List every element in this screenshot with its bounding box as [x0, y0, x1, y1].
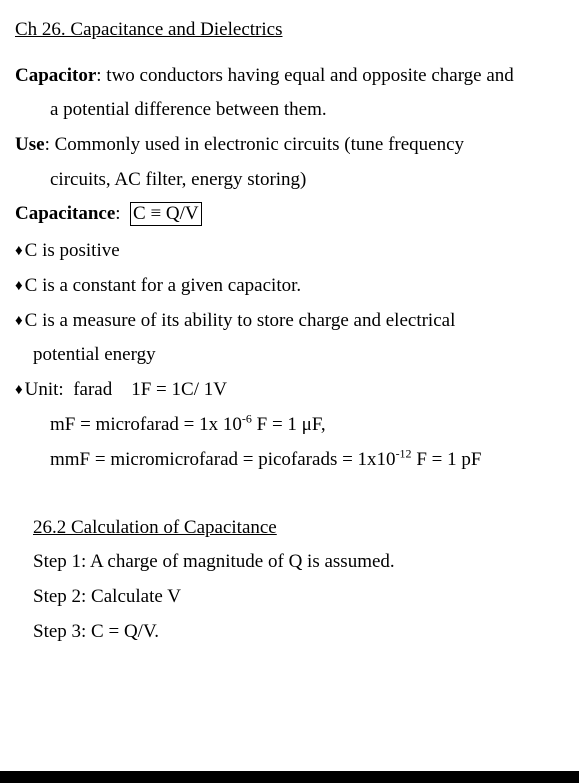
bullet-text: C is a constant for a given capacitor.	[24, 275, 302, 296]
microfarad-prefix: mF = microfarad = 1x 10	[50, 414, 242, 435]
section-heading: 26.2 Calculation of Capacitance	[33, 517, 277, 538]
bullet-text: C is positive	[24, 240, 120, 261]
step-3: Step 3: C = Q/V.	[33, 621, 159, 642]
microfarad-suffix: F = 1 μF,	[251, 414, 326, 435]
capacitance-line	[15, 202, 202, 226]
capacitance-colon: :	[115, 203, 121, 224]
capacitor-definition-text: : two conductors having equal and opposite charge and	[96, 65, 514, 86]
use-text: : Commonly used in electronic circuits (tune frequency	[44, 134, 465, 155]
microfarad-exponent: -6	[241, 411, 252, 426]
capacitance-term: Capacitance	[15, 203, 116, 224]
step-2: Step 2: Calculate V	[33, 586, 181, 607]
picofarad-suffix: F = 1 pF	[411, 449, 482, 470]
capacitor-definition-line1	[15, 64, 514, 88]
diamond-icon: ♦	[15, 243, 23, 259]
use-term: Use	[15, 134, 45, 155]
diamond-icon: ♦	[15, 382, 23, 398]
use-line2: circuits, AC filter, energy storing)	[50, 169, 307, 190]
bullet-item	[15, 309, 455, 334]
bullet-text: C is a measure of its ability to store charge and electrical	[24, 310, 456, 331]
bullet-item	[15, 274, 301, 299]
bullet-continuation: potential energy	[33, 344, 156, 365]
capacitance-formula-box: C ≡ Q/V	[130, 202, 202, 226]
bullet-text: Unit: farad 1F = 1C/ 1V	[24, 379, 227, 400]
diamond-icon: ♦	[15, 278, 23, 294]
step-1: Step 1: A charge of magnitude of Q is assumed.	[33, 551, 395, 572]
use-line1	[15, 133, 464, 157]
bottom-border-bar	[0, 771, 579, 783]
page-title: Ch 26. Capacitance and Dielectrics	[15, 19, 283, 40]
bullet-item	[15, 239, 120, 264]
microfarad-line	[50, 413, 326, 437]
picofarad-line	[50, 448, 481, 472]
bullet-item	[15, 378, 227, 403]
picofarad-prefix: mmF = micromicrofarad = picofarads = 1x10	[50, 449, 396, 470]
capacitor-definition-line2: a potential difference between them.	[50, 99, 327, 120]
capacitor-term: Capacitor	[15, 65, 97, 86]
diamond-icon: ♦	[15, 313, 23, 329]
picofarad-exponent: -12	[395, 446, 412, 461]
